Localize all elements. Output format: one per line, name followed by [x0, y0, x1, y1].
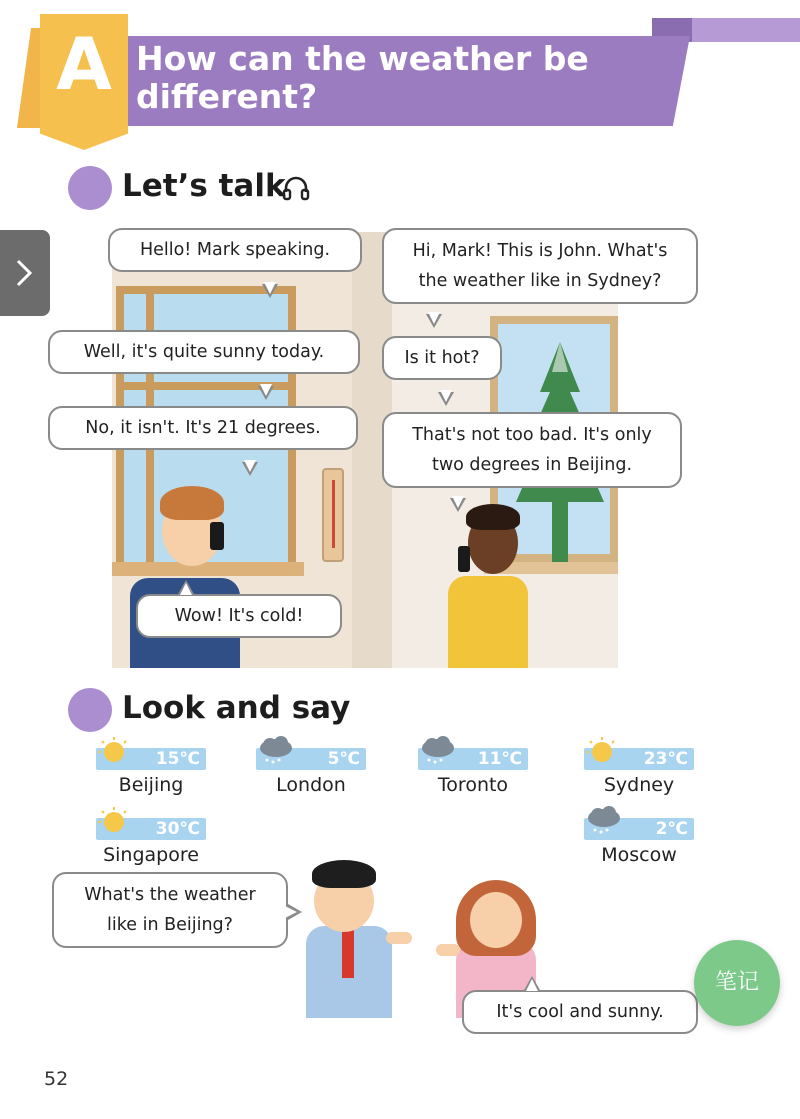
city-name: Beijing [118, 774, 184, 796]
title-line-1: How can the weather be [136, 39, 589, 78]
weather-card-toronto [418, 736, 548, 796]
temperature: 15℃ [96, 748, 206, 770]
weather-card-moscow [584, 806, 714, 866]
boy-mark [130, 486, 240, 668]
red-scarf [342, 930, 354, 978]
temperature: 11℃ [418, 748, 528, 770]
temperature: 2℃ [584, 818, 694, 840]
bubble-text-line-2: two degrees in Beijing. [431, 455, 633, 475]
sun-icon [584, 736, 624, 766]
weather-card-beijing [96, 736, 226, 796]
temperature: 23℃ [584, 748, 694, 770]
temperature: 30℃ [96, 818, 206, 840]
sun-icon [96, 806, 136, 836]
city-name: Singapore [103, 844, 199, 866]
city-name: London [276, 774, 346, 796]
rain-cloud-icon [584, 806, 624, 836]
next-page-button[interactable] [0, 230, 50, 316]
bubble-text: Hello! Mark speaking. [139, 240, 331, 260]
phone-icon [458, 546, 470, 572]
bubble-text-line-1: Hi, Mark! This is John. What's [412, 241, 668, 261]
speech-bubble-mark-2 [48, 330, 360, 374]
chevron-right-icon [12, 258, 36, 288]
thermometer-icon [322, 468, 344, 562]
speech-bubble-john-2 [382, 336, 502, 380]
speech-bubble-john-3 [382, 412, 682, 488]
bubble-text: It's cool and sunny. [496, 1002, 664, 1022]
badge-letter: A [56, 22, 112, 106]
bubble-text: Wow! It's cold! [174, 606, 304, 626]
city-name: Moscow [601, 844, 677, 866]
boy-student [296, 860, 416, 1018]
section-dot-look [68, 688, 112, 732]
speech-bubble-mark-4 [136, 594, 342, 638]
headphones-icon[interactable] [282, 174, 310, 202]
speech-bubble-answer [462, 990, 698, 1034]
boy-john [444, 504, 534, 668]
section-title-talk: Let’s talk [122, 168, 286, 204]
bubble-text: No, it isn't. It's 21 degrees. [85, 418, 321, 438]
speech-bubble-mark-1 [108, 228, 362, 272]
city-name: Toronto [437, 774, 509, 796]
phone-icon [210, 522, 224, 550]
page-title [136, 40, 656, 116]
sun-icon [96, 736, 136, 766]
bubble-text: Well, it's quite sunny today. [83, 342, 325, 362]
notes-button[interactable]: 笔记 [694, 940, 780, 1026]
lesson-banner [0, 0, 800, 160]
bubble-text-line-2: the weather like in Sydney? [418, 271, 662, 291]
title-line-2: different? [136, 77, 318, 116]
bubble-text-line-2: like in Beijing? [107, 915, 233, 935]
temperature: 5℃ [256, 748, 366, 770]
rain-cloud-icon [418, 736, 458, 766]
weather-card-sydney [584, 736, 714, 796]
bubble-text: Is it hot? [404, 348, 480, 368]
weather-card-singapore [96, 806, 226, 866]
speech-bubble-question [52, 872, 288, 948]
bubble-text-line-1: What's the weather [84, 885, 256, 905]
city-name: Sydney [603, 774, 675, 796]
bubble-text-line-1: That's not too bad. It's only [412, 425, 652, 445]
rain-cloud-icon [256, 736, 296, 766]
speech-bubble-mark-3 [48, 406, 358, 450]
section-title-look: Look and say [122, 690, 351, 726]
speech-bubble-john-1 [382, 228, 698, 304]
weather-card-london [256, 736, 386, 796]
page-number: 52 [44, 1068, 69, 1090]
section-dot-talk [68, 166, 112, 210]
